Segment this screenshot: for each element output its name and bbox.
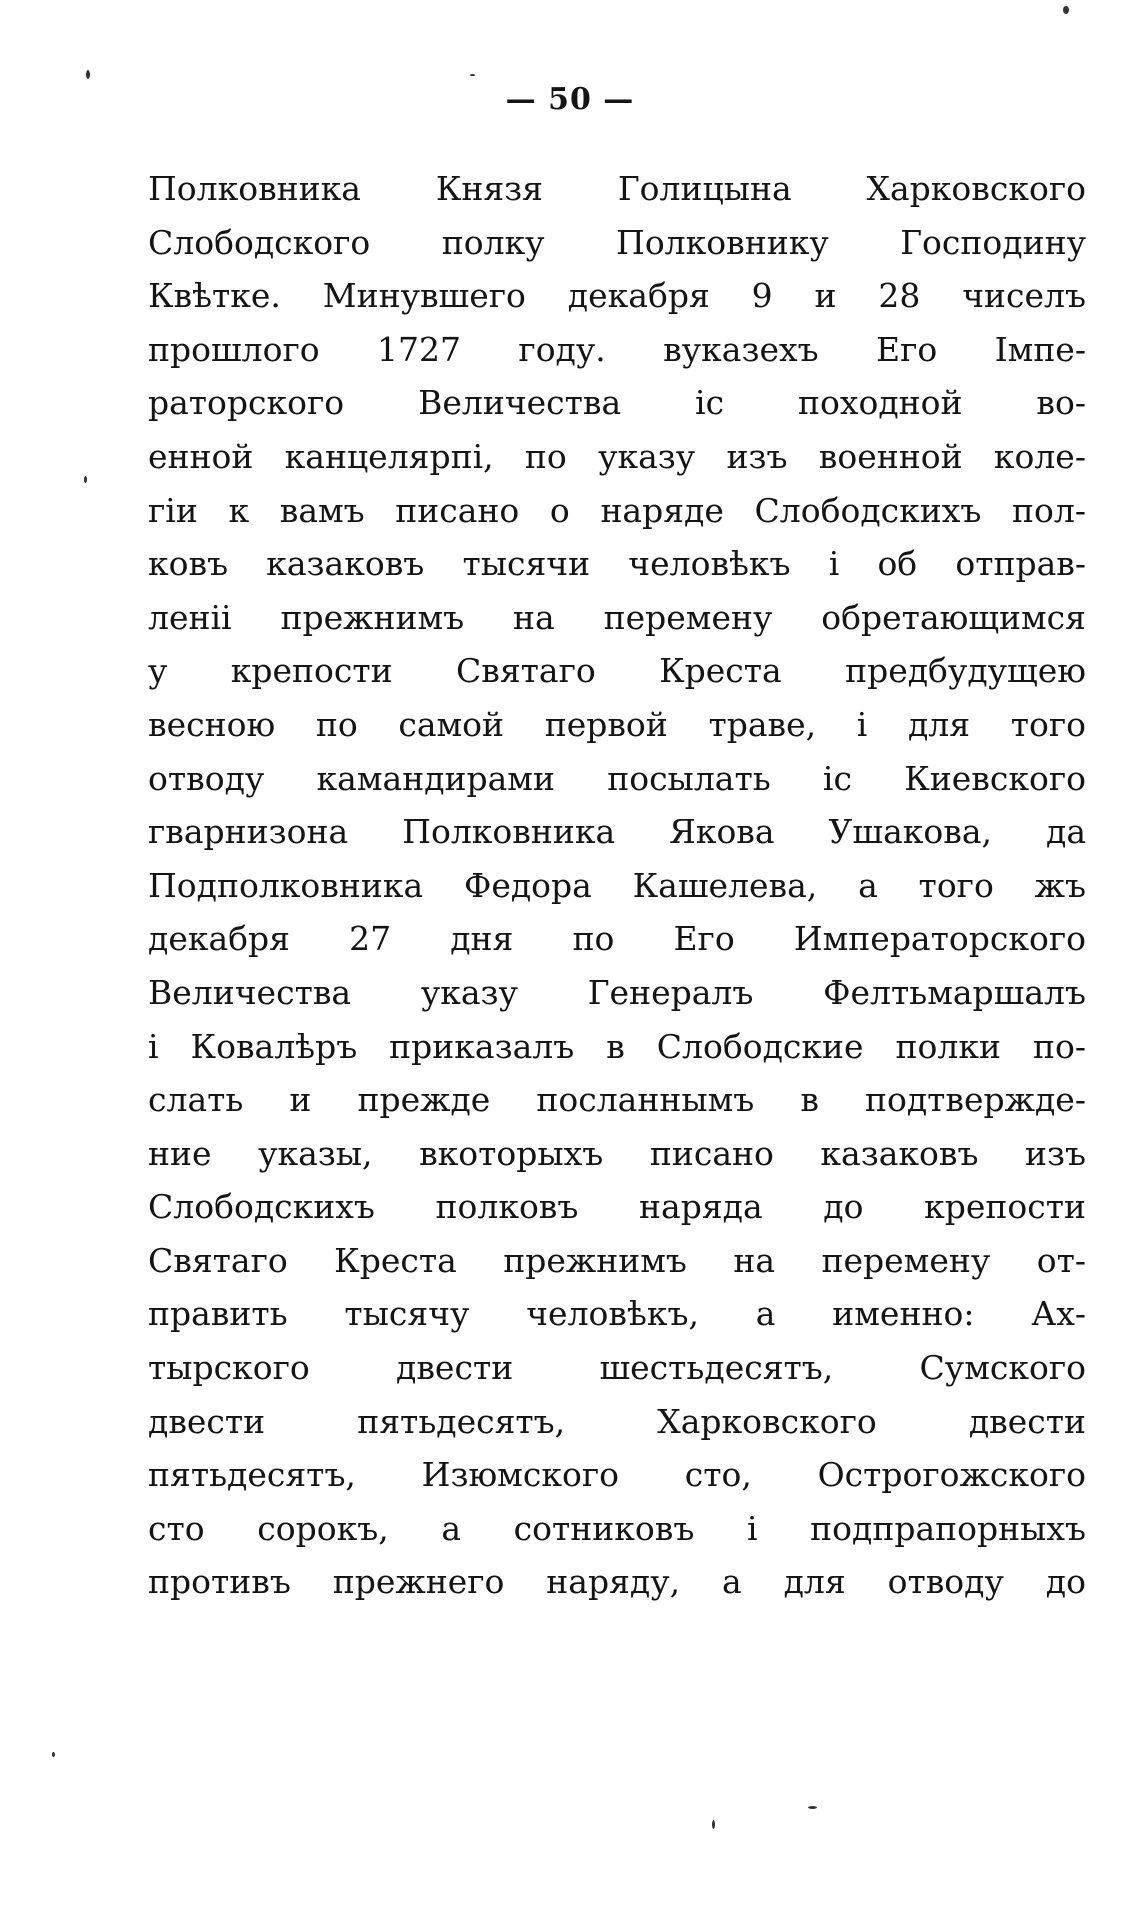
text-line: гіи к вамъ писано о наряде Слободскихъ пол- [148,490,1086,530]
text-line: править тысячу человѣкъ, а именно: Ах- [148,1294,1086,1334]
scan-speck [712,1820,715,1829]
text-line: енной канцелярпі, по указу изъ военной коле- [148,436,1086,476]
text-line: у крепости Святаго Креста предбудущею [148,651,1086,691]
text-line: Слободскихъ полковъ наряда до крепости [148,1187,1086,1227]
scan-speck [808,1806,817,1809]
text-line: гварнизона Полковника Якова Ушакова, да [148,812,1086,852]
text-line: противъ прежнего наряду, а для отводу до [148,1562,1086,1602]
text-line: Подполковника Федора Кашелева, а того жъ [148,865,1086,905]
text-line: весною по самой первой траве, і для того [148,704,1086,744]
body-text [148,162,1086,1609]
scan-speck [470,74,475,76]
text-line: пятьдесятъ, Изюмского сто, Острогожского [148,1455,1086,1495]
text-line: декабря 27 дня по Его Императорского [148,919,1086,959]
text-line: леніі прежнимъ на перемену обретающимся [148,597,1086,637]
text-line: тырского двести шестьдесятъ, Сумского [148,1348,1086,1388]
text-line: і Ковалѣръ приказалъ в Слободские полки по- [148,1026,1086,1066]
text-line: сто сорокъ, а сотниковъ і подпрапорныхъ [148,1508,1086,1548]
scan-speck [1063,6,1069,14]
text-line: Святаго Креста прежнимъ на перемену от- [148,1240,1086,1280]
scan-speck [52,1752,55,1757]
text-line: слать и прежде посланнымъ в подтвержде- [148,1080,1086,1120]
text-line: ние указы, вкоторыхъ писано казаковъ изъ [148,1133,1086,1173]
text-line: отводу камандирами посылать іс Киевского [148,758,1086,798]
scan-speck [84,476,87,483]
text-line: Величества указу Генералъ Фелтьмаршалъ [148,972,1086,1012]
text-line: Слободского полку Полковнику Господину [148,222,1086,262]
text-line: Полковника Князя Голицына Харковского [148,169,1086,208]
text-line: ковъ казаковъ тысячи человѣкъ і об отправ- [148,544,1086,584]
text-line: раторского Величества іс походной во- [148,383,1086,423]
text-line: двести пятьдесятъ, Харковского двести [148,1401,1086,1441]
text-line: прошлого 1727 году. вуказехъ Его Імпе- [148,329,1086,369]
text-line: Квѣтке. Минувшего декабря 9 и 28 чиселъ [148,276,1086,316]
page-number: — 50 — [505,82,635,117]
scan-speck [86,70,90,79]
